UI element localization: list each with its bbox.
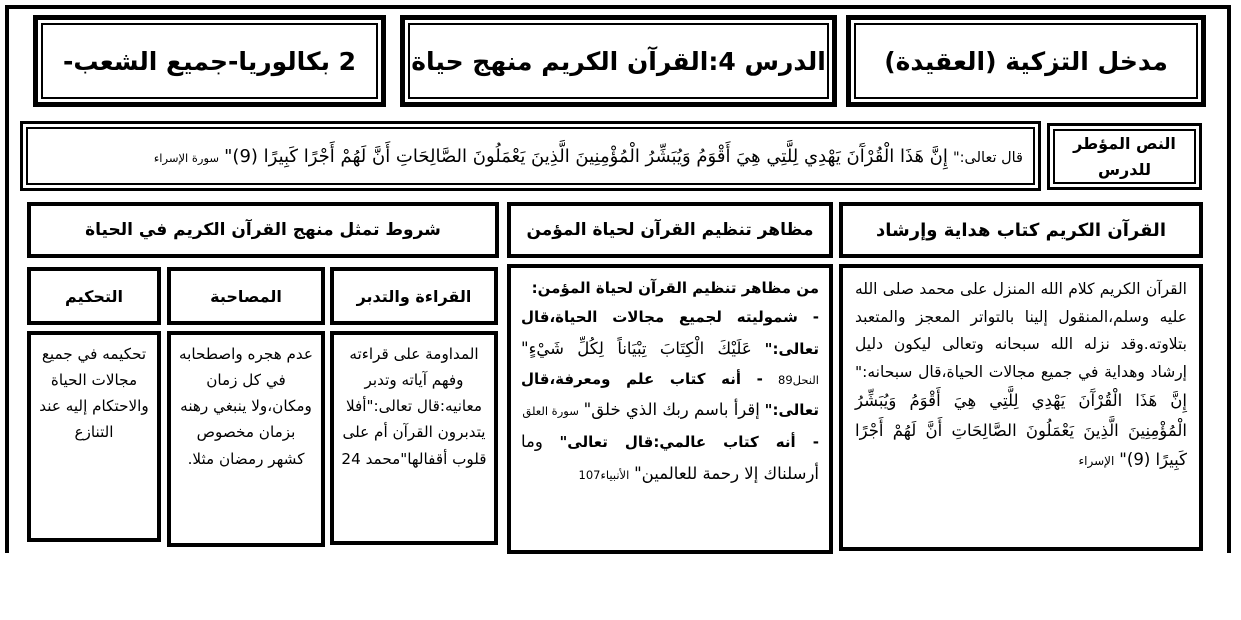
level-title: 2 بكالوريا-جميع الشعب- [62,46,357,76]
organization-column-header [507,202,833,258]
organization-item3-text: - أنه كتاب عالمي:قال تعالى" [559,433,819,452]
organization-item2-verse: إقرأ باسم ربك الذي خلق" [583,399,760,419]
organization-item2-source: سورة العلق [522,403,579,418]
guidance-column-body [839,264,1203,551]
organization-item3-source: الأنبياء107 [578,468,630,483]
organization-item1-text: - شموليته لجميع مجالات الحياة،قال تعالى:" [521,308,819,358]
module-title: مدخل التزكية (العقيدة) [884,46,1168,76]
arbitration-subheader-text: التحكيم [65,286,123,306]
organization-item1-verse: عَلَيْكَ الْكِتَابَ تِبْيَاناً لِكُلِّ شَيْءٍ" [521,338,752,358]
organization-body-intro: من مظاهر تنظيم القرآن لحياة المؤمن: [531,279,819,297]
companionship-subheader-text: المصاحبة [210,286,282,306]
framed-text-label [1073,131,1176,182]
lesson-title: الدرس 4:القرآن الكريم منهج حياة [411,46,826,76]
guidance-column-header [839,202,1203,258]
organization-column-body [507,264,833,554]
framed-verse-box [20,121,1041,191]
reading-subbody-box [330,331,498,545]
lesson-title-box [400,15,837,107]
reading-subheader-box [330,267,498,325]
conditions-column-header [27,202,499,258]
arbitration-subbody-text: تحكيمه في جميع مجالات الحياة والاحتكام إليه عند التنازع [39,345,149,442]
reading-subheader-text: القراءة والتدبر [356,286,472,306]
verse-source: سورة الإسراء [153,150,220,165]
level-title-box [33,15,386,107]
module-title-box [846,15,1206,107]
conditions-header-text: شروط تمثل منهج القرآن الكريم في الحياة [85,220,441,240]
reading-subbody-text: المداومة على قراءته وفهم آياته وتدبر معانيه:قال تعالى:"أفلا يتدبرون القرآن أم على قلوب أقفالها"محمد 24 [341,345,487,468]
organization-item2-text: - أنه كتاب علم ومعرفة،قال تعالى:" [521,369,819,419]
guidance-body-source: الإسراء [1078,454,1115,469]
companionship-subheader-box [167,267,325,325]
framed-verse-line [144,146,1033,167]
guidance-body-verse: إِنَّ هَذَا الْقُرْآَنَ يَهْدِي لِلَّتِي هِيَ أَقْوَمُ وَيُبَشِّرُ الْمُؤْمِنِينَ الَّذِينَ يَعْمَلُونَ الصَّالِحَاتِ أَنَّ لَهُمْ أَجْرًا كَبِيرًا (9)" [855,391,1187,470]
organization-item3-verse: وما أرسلناك إلا رحمة للعالمين" [521,432,819,484]
framed-text-label-line2: للدرس [1097,159,1152,179]
organization-item1-source: النحل89 [778,372,819,387]
arbitration-subbody-box [27,331,161,542]
framed-text-label-line1: النص المؤطر [1073,133,1176,153]
guidance-header-text: القرآن الكريم كتاب هداية وإرشاد [876,219,1166,241]
guidance-body-text: القرآن الكريم كلام الله المنزل على محمد صلى الله عليه وسلم،المنقول إلينا بالتواتر المعجز والمتعبد بتلاوته.وقد نزله الله سبحانه وتعالى ليكون دليل إرشاد وهداية في جميع مجالات الحياة،قال سبحانه:" [855,280,1187,381]
verse-intro: قال تعالى:" [952,149,1023,166]
companionship-subbody-text: عدم هجره واصطحابه في كل زمان ومكان،ولا ينبغي رهنه بزمان مخصوص كشهر رمضان مثلا. [179,345,313,468]
companionship-subbody-box [167,331,325,547]
arbitration-subheader-box [27,267,161,325]
framed-text-label-box [1047,123,1202,190]
verse-text: إِنَّ هَذَا الْقُرْآَنَ يَهْدِي لِلَّتِي هِيَ أَقْوَمُ وَيُبَشِّرُ الْمُؤْمِنِينَ الَّذِينَ يَعْمَلُونَ الصَّالِحَاتِ أَنَّ لَهُمْ أَجْرًا كَبِيرًا (9)" [224,145,948,167]
organization-body-items [521,303,819,490]
organization-header-text: مظاهر تنظيم القرآن لحياة المؤمن [526,220,814,240]
